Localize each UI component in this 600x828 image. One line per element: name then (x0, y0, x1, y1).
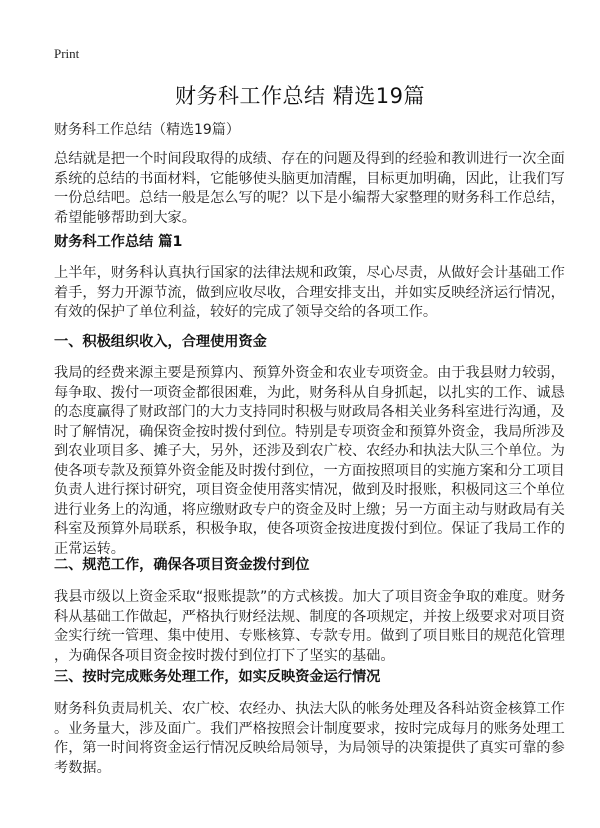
text-line: 每争取、拨付一项资金都很困难，为此，财务科从自身抓起，以扎实的工作、诚恳 (54, 384, 565, 401)
text-line: 负责人进行探讨研究，项目资金使用落实情况，做到及时报账，积极同这三个单位 (54, 482, 565, 498)
text-line: 一份总结吧。总结一般是怎么写的呢？以下是小编帮大家整理的财务科工作总结， (54, 190, 565, 206)
text-line: 系统的总结的书面材料，它能够使头脑更加清醒，目标更加明确，因此，让我们写 (54, 170, 565, 187)
text-line: 希望能够帮助到大家。 (54, 209, 196, 226)
opening-paragraph (54, 264, 565, 323)
text-line: 考数据。 (54, 759, 111, 776)
section-heading: 二、规范工作，确保各项目资金拨付到位 (54, 557, 310, 573)
text-line: 作，第一时间将资金运行情况反映给局领导，为局领导的决策提供了真实可靠的参 (54, 740, 565, 756)
article-heading: 财务科工作总结 篇1 (54, 234, 183, 250)
section-heading: 一、积极组织收入，合理使用资金 (54, 334, 267, 350)
page-title: 财务科工作总结 精选19篇 (175, 84, 425, 108)
text-line: 到农业项目多、摊子大，另外，还涉及到农广校、农经办和执法大队三个单位。为 (54, 443, 565, 459)
text-line: 科从基础工作做起，严格执行财经法规、制度的各项规定，并按上级要求对项目资 (54, 608, 565, 625)
text-line: 科室及预算外局联系，积极争取，使各项资金按进度拨付到位。保证了我局工作的 (54, 521, 565, 537)
text-line: ，为确保各项目资金按时拨付到位打下了坚实的基础。 (54, 647, 395, 664)
text-line: 使各项专款及预算外资金能及时拨付到位，一方面按照项目的实施方案和分工项目 (54, 462, 565, 479)
document-subtitle: 财务科工作总结（精选19篇） (54, 122, 240, 138)
text-line: 正常运转。 (54, 540, 125, 557)
text-line: 的态度赢得了财政部门的大力支持同时积极与财政局各相关业务科室进行沟通，及 (54, 404, 565, 420)
section-heading: 三、按时完成账务处理工作，如实反映资金运行情况 (54, 669, 381, 685)
section-paragraph (54, 588, 566, 666)
text-line: 总结就是把一个时间段取得的成绩、存在的问题及得到的经验和教训进行一次全面 (54, 151, 565, 167)
print-link[interactable]: Print (54, 46, 80, 61)
section-paragraph (54, 364, 565, 559)
text-line: 有效的保护了单位利益，较好的完成了领导交给的各项工作。 (54, 304, 438, 320)
text-line: 金实行统一管理、集中使用、专账核算、专款专用。做到了项目账目的规范化管理 (54, 628, 565, 644)
text-line: 进行业务上的沟通，将应缴财政专户的资金及时上缴；另一方面主动与财政局有关 (54, 501, 565, 518)
text-line: 财务科负责局机关、农广校、农经办、执法大队的帐务处理及各科站资金核算工作 (54, 701, 565, 717)
text-line: 着手，努力开源节流，做到应收尽收，合理安排支出，并如实反映经济运行情况， (54, 284, 565, 301)
text-line: 时了解情况，确保资金按时拨付到位。特别是专项资金和预算外资金，我局所涉及 (54, 423, 565, 440)
text-line: 我局的经费来源主要是预算内、预算外资金和农业专项资金。由于我县财力较弱， (54, 365, 565, 381)
intro-paragraph (54, 150, 565, 228)
text-line: 上半年，财务科认真执行国家的法律法规和政策，尽心尽责，从做好会计基础工作 (54, 265, 565, 281)
text-line: 。业务量大，涉及面广。我们严格按照会计制度要求，按时完成每月的账务处理工 (54, 720, 565, 737)
text-line: 我县市级以上资金采取“报账提款”的方式核拨。加大了项目资金争取的难度。财务 (54, 589, 566, 605)
section-paragraph (54, 700, 565, 778)
